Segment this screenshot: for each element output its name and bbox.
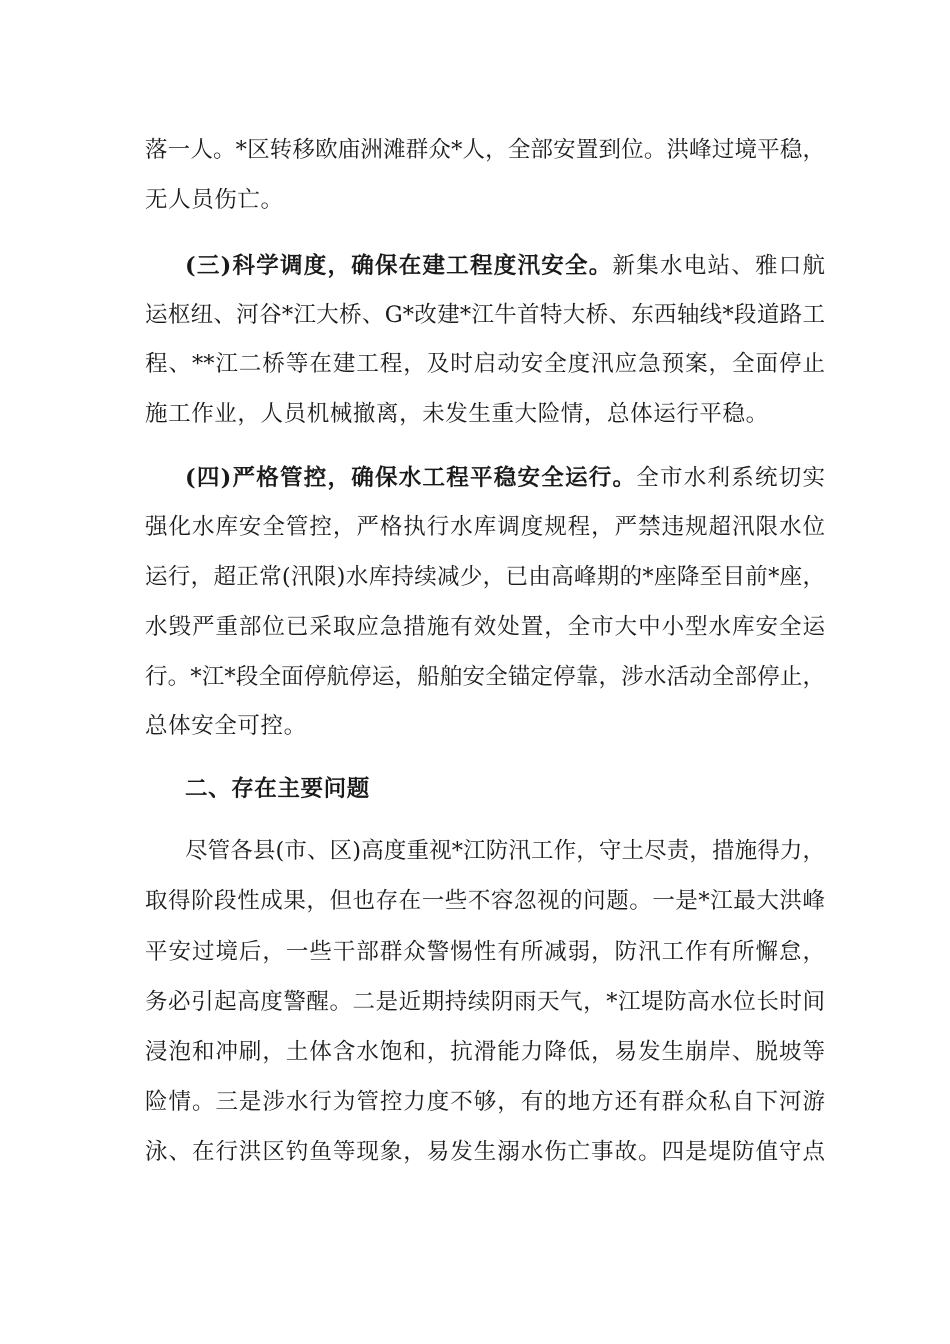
text-line: 务必引起高度警醒。二是近期持续阴雨天气，*江堤防高水位长时间 <box>145 989 825 1015</box>
text-line: 落一人。*区转移欧庙洲滩群众*人，全部安置到位。洪峰过境平稳， <box>145 137 825 163</box>
text-line <box>185 246 825 286</box>
text-line: 泳、在行洪区钓鱼等现象，易发生溺水伤亡事故。四是堤防值守点 <box>145 1139 825 1165</box>
section-title: 二、存在主要问题 <box>185 776 370 802</box>
text-line: 运枢纽、河谷*江大桥、G*改建*江牛首特大桥、东西轴线*段道路工 <box>145 302 825 328</box>
text-line: 强化水库安全管控，严格执行水库调度规程，严禁违规超汛限水位 <box>145 514 825 540</box>
text-line: 程、**江二桥等在建工程，及时启动安全度汛应急预案，全面停止 <box>145 351 825 377</box>
text-fragment: 全市水利系统切实 <box>636 465 825 491</box>
text-line: 运行，超正常(汛限)水库持续减少，已由高峰期的*座降至目前*座， <box>145 564 825 590</box>
text-line: 浸泡和冲刷，土体含水饱和，抗滑能力降低，易发生崩岸、脱坡等 <box>145 1039 825 1065</box>
text-line: 尽管各县(市、区)高度重视*江防汛工作，守土尽责，措施得力， <box>185 838 825 864</box>
text-line <box>185 458 825 498</box>
text-line: 施工作业，人员机械撤离，未发生重大险情，总体运行平稳。 <box>145 401 769 427</box>
text-line: 险情。三是涉水行为管控力度不够，有的地方还有群众私自下河游 <box>145 1089 825 1115</box>
text-fragment: 新集水电站、雅口航 <box>612 253 825 279</box>
text-line: 无人员伤亡。 <box>145 187 284 213</box>
text-line: 取得阶段性成果，但也存在一些不容忽视的问题。一是*江最大洪峰 <box>145 888 825 914</box>
text-line: 平安过境后，一些干部群众警惕性有所减弱，防汛工作有所懈怠， <box>145 939 825 965</box>
text-line: 总体安全可控。 <box>145 713 307 739</box>
section-heading: (三)科学调度，确保在建工程度汛安全。 <box>185 253 613 279</box>
text-line: 水毁严重部位已采取应急措施有效处置，全市大中小型水库安全运 <box>145 614 825 640</box>
section-heading: (四)严格管控，确保水工程平稳安全运行。 <box>185 465 637 491</box>
text-line: 行。*江*段全面停航停运，船舶安全锚定停靠，涉水活动全部停止， <box>145 664 825 690</box>
